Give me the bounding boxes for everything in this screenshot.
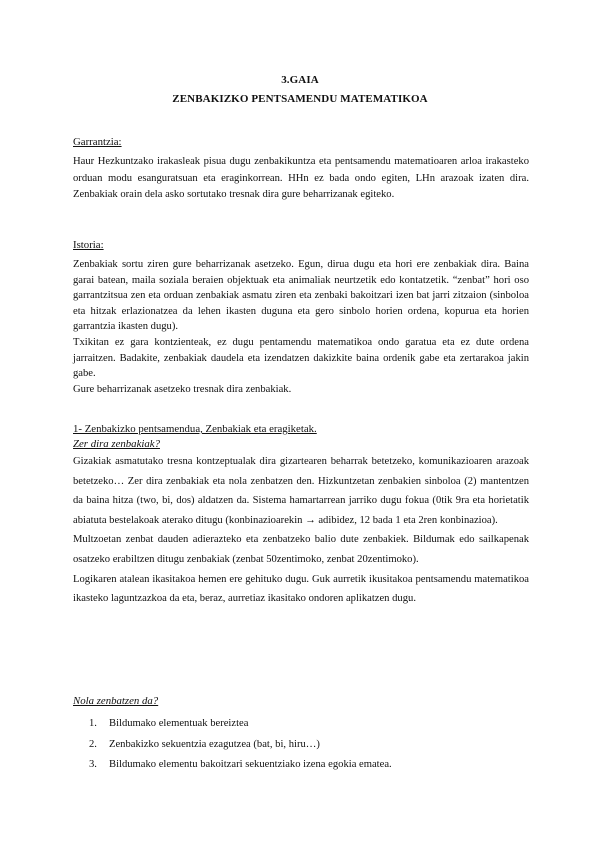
- istoria-paragraph: Txikitan ez gara kontzienteak, ez dugu pentamendu matematikoa ondo garatua eta ez dute ordena jarraitzen. Badakite, zenbakiak daudela eta izendatzen dakizkite baina ordenik gabe eta zertarakoa jakin gabe.: [73, 336, 529, 380]
- garrantzia-section: [73, 136, 529, 204]
- istoria-paragraph: Zenbakiak sortu ziren gure beharrizanak asetzeko. Egun, dirua dugu eta hori ere zenbakiak dira. Baina garai batean, maila soziala beraien objektuak eta animaliak neurtzetik edo kontatzetik. “zenbat” hori oso garrantzitsua zen eta orduan zenbakiak asmatu ziren eta zenbaki bakoitzari izen bat jarri zitzaion (sinboloa eta hitzak erlazionatzea da lehen ikasten duguna eta gero sinbolo horien ordena, kopurua eta horien garrantzia ikasten dugu).: [73, 259, 529, 333]
- chapter-title: ZENBAKIZKO PENTSAMENDU MATEMATIKOA: [172, 93, 428, 105]
- list-item-text: Bildumako elementu bakoitzari sekuentziako izena egokia ematea.: [109, 759, 392, 770]
- section-1-paragraph: Logikaren atalean ikasitakoa hemen ere gehituko dugu. Guk aurretik ikusitakoa pentsamendu matematikoa ikasteko laguntzazkoa da eta, beraz, aurretiaz ikasitako ondoren aplikatzen dugu.: [73, 573, 529, 605]
- list-item-text: Bildumako elementuak bereiztea: [109, 718, 249, 729]
- list-item-number: 3.: [89, 759, 97, 770]
- list-item: [89, 735, 529, 756]
- list-item: [89, 714, 529, 735]
- istoria-section: [73, 239, 529, 397]
- section-1-paragraph: Gizakiak asmatutako tresna kontzeptualak dira gizartearen beharrak betetzeko, komunikazioaren arazoak betetzeko… Zer dira zenbakiak eta nola zenbatzen den. Hizkuntzetan zenbakien sinboloa (2) mantentzen da baina hitza (two, bi, dos) aldatzen da. Sistema hamartarrean jarriko dugu fokua (0tik 9ra eta horietatik abiatuta bestelakoak aterako ditugu (konbinazioarekin → adibidez, 12 bada 1 eta 2ren konbinazioa).: [73, 456, 529, 526]
- garrantzia-heading: Garrantzia:: [73, 136, 122, 148]
- nola-section: [73, 695, 529, 707]
- section-1: [73, 423, 529, 609]
- section-1-paragraph: Multzoetan zenbat dauden adierazteko eta zenbatzeko balio dute zenbakiek. Bildumak edo sailkapenak osatzeko erabiltzen ditugu zenbakiak (zenbat 50zentimoko, zenbat 20zentimoko).: [73, 534, 529, 565]
- list-item-number: 2.: [89, 738, 97, 750]
- istoria-paragraph: Gure beharrizanak asetzeko tresnak dira zenbakiak.: [73, 383, 292, 395]
- nola-heading: Nola zenbatzen da?: [73, 695, 159, 707]
- istoria-heading: Istoria:: [73, 239, 104, 251]
- section-1-subheading: Zer dira zenbakiak?: [73, 438, 160, 450]
- chapter-number: 3.GAIA: [281, 74, 319, 86]
- garrantzia-text: Haur Hezkuntzako irakasleak pisua dugu zenbakikuntza eta pentsamendu matematioaren arloa irakasteko orduan modu esanguratsuan eta eraginkorrean. HHn ez bada ondo egiten, LHn arazoak izaten dira. Zenbakiak orain dela asko sortutako tresnak dira gure beharrizanak egiteko.: [73, 156, 529, 201]
- list-item-number: 1.: [89, 718, 97, 729]
- nola-list: [89, 714, 529, 776]
- section-1-heading: 1- Zenbakizko pentsamendua, Zenbakiak eta eragiketak.: [73, 423, 317, 435]
- list-item-text: Zenbakizko sekuentzia ezagutzea (bat, bi, hiru…): [109, 738, 320, 750]
- list-item: [89, 755, 529, 776]
